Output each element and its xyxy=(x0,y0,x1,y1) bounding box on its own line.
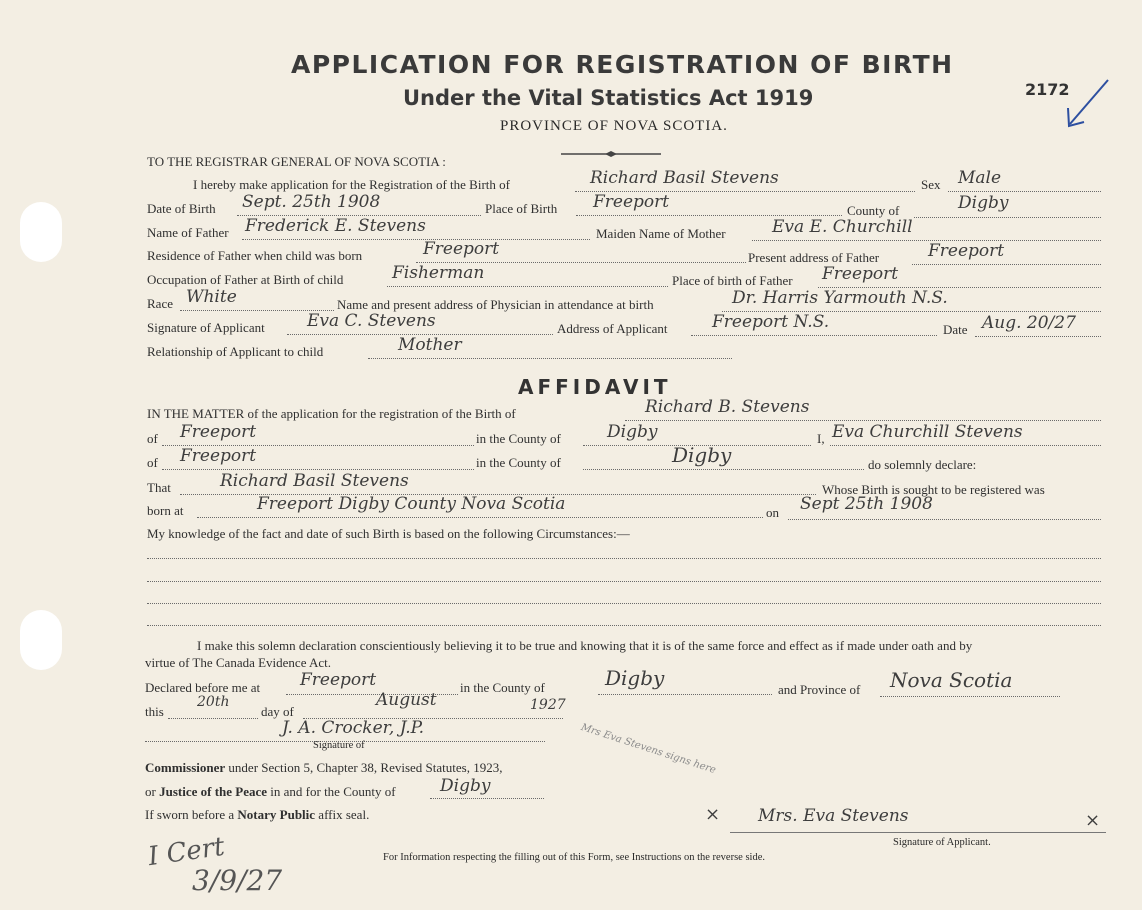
notary-pre: If sworn before a xyxy=(145,807,235,822)
of-label-1: of xyxy=(147,431,158,446)
commissioner-label: Commissioner xyxy=(145,760,226,775)
matter-name-value: Richard B. Stevens xyxy=(645,397,810,417)
this-label: this xyxy=(145,704,164,719)
county-label: County of xyxy=(847,203,900,218)
in-county-label-1: in the County of xyxy=(476,431,561,446)
physician-value: Dr. Harris Yarmouth N.S. xyxy=(732,288,948,308)
county-value-1: Digby xyxy=(607,422,658,442)
occupation-value: Fisherman xyxy=(392,263,485,283)
in-county-label-2: in the County of xyxy=(476,455,561,470)
matter-label: IN THE MATTER of the application for the registration of the Birth of xyxy=(147,406,516,421)
punch-hole-top xyxy=(20,202,62,262)
applicant-address-label: Address of Applicant xyxy=(557,321,668,336)
commissioner-text: under Section 5, Chapter 38, Revised Statutes, 1923, xyxy=(228,760,503,775)
child-name-value: Richard Basil Stevens xyxy=(590,168,779,188)
form-number: 2172 xyxy=(1025,80,1070,99)
father-birthplace-label: Place of birth of Father xyxy=(672,273,793,288)
notary-label: Notary Public xyxy=(237,807,316,822)
justice-text: in and for the County of xyxy=(270,784,396,799)
relationship-label: Relationship of Applicant to child xyxy=(147,344,324,359)
commissioner-line xyxy=(145,760,502,776)
signature-of-label: Signature of xyxy=(313,740,365,751)
county-value-2: Digby xyxy=(672,443,732,467)
year-value: 1927 xyxy=(530,697,566,713)
place-label: Place of Birth xyxy=(485,201,558,216)
cert-date: 3/9/27 xyxy=(192,864,283,897)
notary-line xyxy=(145,807,369,823)
race-value: White xyxy=(186,287,237,307)
justice-line xyxy=(145,784,396,800)
dob-label: Date of Birth xyxy=(147,201,216,216)
x-mark-left: × xyxy=(705,804,721,825)
circumstances-line-3 xyxy=(147,602,1101,604)
punch-hole-bottom xyxy=(20,610,62,670)
date-value: Aug. 20/27 xyxy=(982,313,1076,333)
born-on-value: Sept 25th 1908 xyxy=(800,494,933,514)
present-address-value: Freeport xyxy=(928,241,1005,261)
applicant-address-value: Freeport N.S. xyxy=(712,312,830,332)
sex-label: Sex xyxy=(921,177,941,192)
dob-value: Sept. 25th 1908 xyxy=(242,192,381,212)
footer-instructions: For Information respecting the filling out of this Form, see Instructions on the reverse side. xyxy=(383,852,766,863)
born-at-value: Freeport Digby County Nova Scotia xyxy=(257,494,566,514)
declared-label: Declared before me at xyxy=(145,680,261,695)
father-label: Name of Father xyxy=(147,225,229,240)
that-name-value: Richard Basil Stevens xyxy=(220,471,409,491)
declared-at-value: Freeport xyxy=(300,670,377,690)
addressee: TO THE REGISTRAR GENERAL OF NOVA SCOTIA : xyxy=(147,154,446,169)
applicant-sig-value: Eva C. Stevens xyxy=(307,311,436,331)
county-value: Digby xyxy=(958,193,1009,213)
circumstances-line-4 xyxy=(147,624,1101,626)
i-label: I, xyxy=(817,431,825,446)
sex-value: Male xyxy=(958,168,1002,188)
province-value: Nova Scotia xyxy=(890,668,1013,692)
that-label: That xyxy=(147,480,171,495)
affidavit-heading: AFFIDAVIT xyxy=(518,375,672,399)
province-heading: PROVINCE OF NOVA SCOTIA. xyxy=(500,118,728,134)
province-label: and Province of xyxy=(778,682,861,697)
applicant-signature-line xyxy=(730,832,1106,833)
day-value: 20th xyxy=(197,694,230,710)
notary-post: affix seal. xyxy=(318,807,370,822)
of-value-1: Freeport xyxy=(180,422,257,442)
pencil-note: Mrs Eva Stevens signs here xyxy=(579,722,718,777)
on-label: on xyxy=(766,505,779,520)
declare-label: do solemnly declare: xyxy=(868,457,977,472)
residence-label: Residence of Father when child was born xyxy=(147,248,363,263)
blue-check-mark xyxy=(1062,78,1110,135)
of-value-2: Freeport xyxy=(180,446,257,466)
born-at-label: born at xyxy=(147,503,184,518)
county-value-4: Digby xyxy=(440,776,491,796)
intro-label: I hereby make application for the Registration of the Birth of xyxy=(193,177,510,192)
circumstances-line-2 xyxy=(147,580,1101,582)
justice-label: Justice of the Peace xyxy=(159,784,268,799)
mother-label: Maiden Name of Mother xyxy=(596,226,726,241)
father-birthplace-value: Freeport xyxy=(822,264,899,284)
relationship-value: Mother xyxy=(398,335,462,355)
ornament-divider xyxy=(561,144,661,148)
month-value: August xyxy=(376,690,437,710)
circumstances-line-1 xyxy=(147,557,1101,559)
day-of-label: day of xyxy=(261,704,294,719)
in-county-label-3: in the County of xyxy=(460,680,545,695)
county-value-3: Digby xyxy=(605,666,665,690)
declaration-text-1: I make this solemn declaration conscientiously believing it to be true and knowing that it is of the same force and effect as if made under oath and by xyxy=(197,638,973,653)
declaration-text-2: virtue of The Canada Evidence Act. xyxy=(145,655,332,670)
place-value: Freeport xyxy=(593,192,670,212)
date-label: Date xyxy=(943,322,968,337)
applicant-sig-label: Signature of Applicant xyxy=(147,320,265,335)
race-label: Race xyxy=(147,296,173,311)
mother-value: Eva E. Churchill xyxy=(772,217,913,237)
cert-note: I Cert xyxy=(146,831,227,873)
whose-label: Whose Birth is sought to be registered was xyxy=(822,482,1045,497)
form-subtitle: Under the Vital Statistics Act 1919 xyxy=(403,86,814,110)
physician-label: Name and present address of Physician in attendance at birth xyxy=(337,297,654,312)
commissioner-signature: J. A. Crocker, J.P. xyxy=(282,718,425,738)
applicant-signature: Mrs. Eva Stevens xyxy=(758,806,909,826)
x-mark-right: × xyxy=(1085,810,1101,831)
or-label: or xyxy=(145,784,156,799)
applicant-sig-caption: Signature of Applicant. xyxy=(893,837,991,848)
knowledge-label: My knowledge of the fact and date of such Birth is based on the following Circumstances:— xyxy=(147,526,630,541)
present-address-label: Present address of Father xyxy=(748,250,880,265)
father-value: Frederick E. Stevens xyxy=(245,216,426,236)
residence-value: Freeport xyxy=(423,239,500,259)
of-label-2: of xyxy=(147,455,158,470)
declarant-value: Eva Churchill Stevens xyxy=(832,422,1023,442)
occupation-label: Occupation of Father at Birth of child xyxy=(147,272,344,287)
form-title: APPLICATION FOR REGISTRATION OF BIRTH xyxy=(291,50,954,79)
